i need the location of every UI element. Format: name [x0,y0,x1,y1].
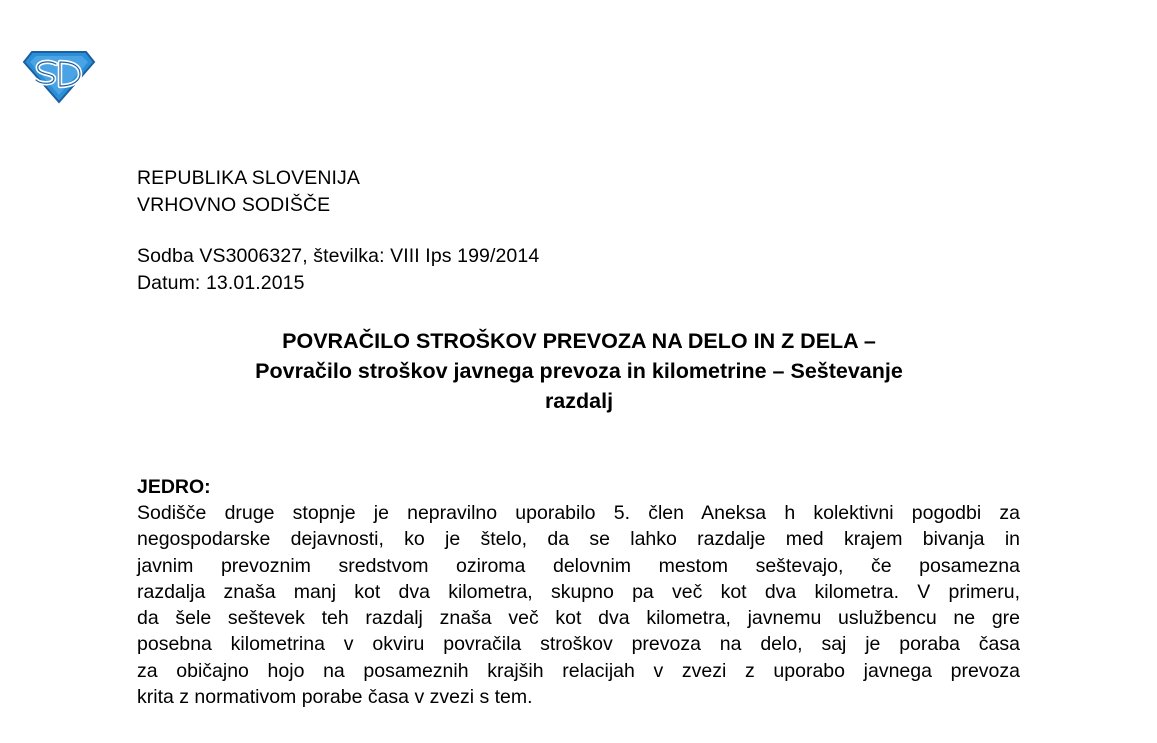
document-title [137,326,1021,416]
section-heading: JEDRO: [137,476,211,498]
court-logo [22,48,96,104]
court-name: VRHOVNO SODIŠČE [137,194,331,216]
title-line: Povračilo stroškov javnega prevoza in kilometrine – Seštevanje [255,359,903,383]
body-line: Sodišče druge stopnje je nepravilno uporabilo 5. člen Aneksa h kolektivni pogodbi za [137,502,1020,524]
section-body [137,500,1020,710]
country-name: REPUBLIKA SLOVENIJA [137,167,360,189]
body-line: razdalja znaša manj kot dva kilometra, skupno pa več kot dva kilometra. V primeru, [137,580,1020,603]
body-line: javnim prevoznim sredstvom oziroma delovnim mestom seštevajo, če posamezna [137,554,1020,577]
document-header [137,165,539,297]
body-line: posebna kilometrina v okviru povračila stroškov prevoza na delo, saj je poraba časa [137,633,1020,656]
body-line: za običajno hojo na posameznih krajših relacijah v zvezi z uporabo javnega prevoza [137,659,1020,682]
body-line: da šele seštevek teh razdalj znaša več kot dva kilometra, javnemu uslužbencu ne gre [137,607,1020,630]
title-line: POVRAČILO STROŠKOV PREVOZA NA DELO IN Z DELA – [282,329,876,353]
body-line: negospodarske dejavnosti, ko je štelo, da se lahko razdalje med krajem bivanja in [137,528,1020,551]
judgment-date: Datum: 13.01.2015 [137,272,305,294]
body-line: krita z normativom porabe časa v zvezi s tem. [137,686,533,709]
judgment-reference: Sodba VS3006327, številka: VIII Ips 199/2014 [137,245,540,267]
court-shield-logo-icon [22,48,96,104]
title-line: razdalj [544,389,614,413]
